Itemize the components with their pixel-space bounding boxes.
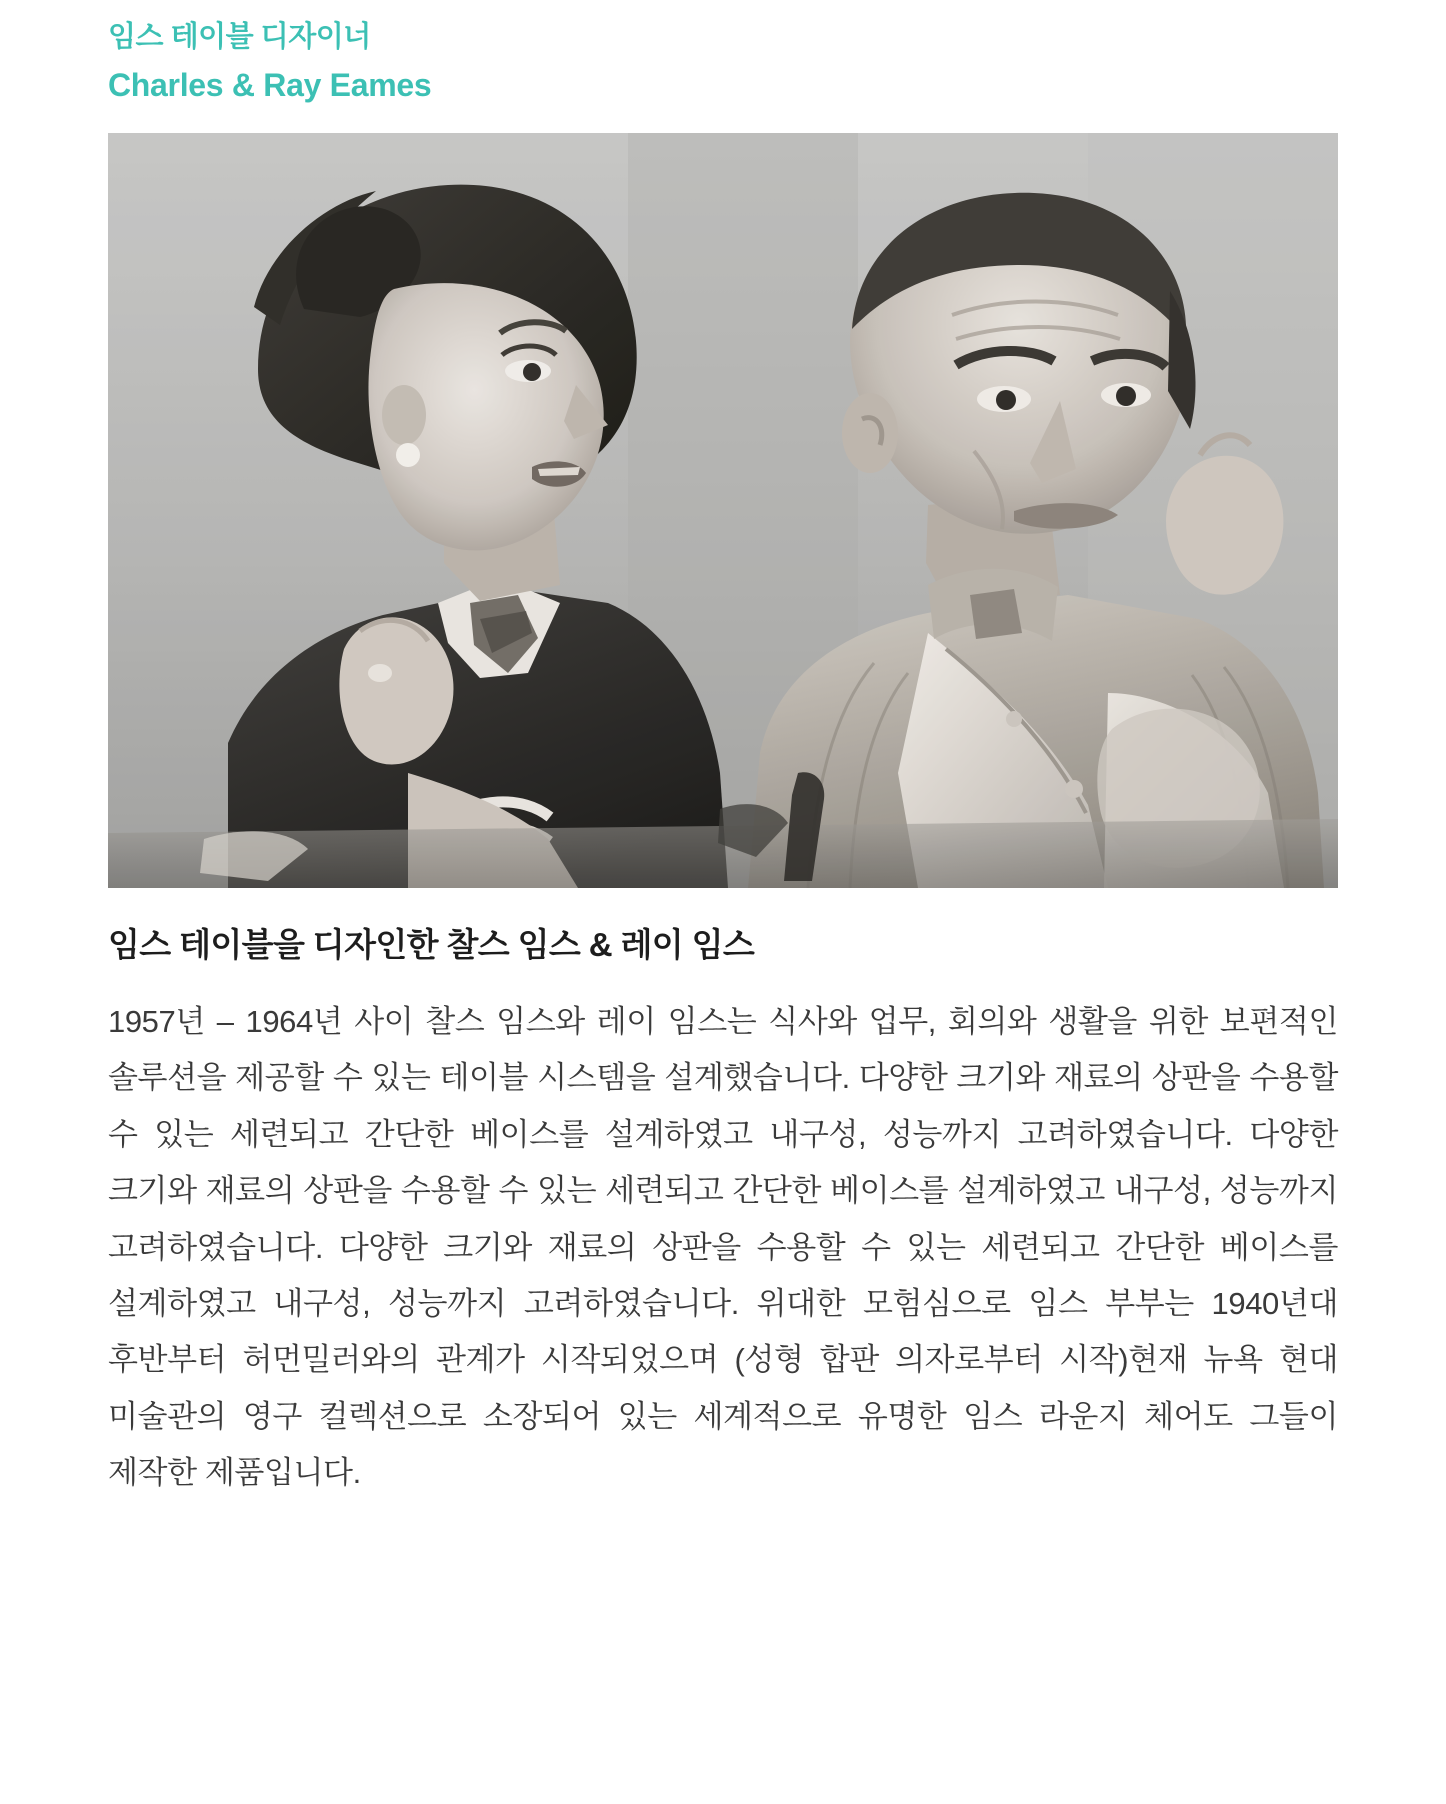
page-eyebrow: 임스 테이블 디자이너	[108, 21, 371, 53]
designer-name: Charles & Ray Eames	[108, 67, 432, 104]
article-title: 임스 테이블을 디자인한 찰스 임스 & 레이 임스	[108, 925, 755, 963]
designer-photo	[108, 133, 1338, 888]
article-body: 1957년 – 1964년 사이 찰스 임스와 레이 임스는 식사와 업무, 회의와 생활을 위한 보편적인 솔루션을 제공할 수 있는 테이블 시스템을 설계했습니다. 다양한 크기와 재료의 상판을 수용할 수 있는 세련되고 간단한 베이스를 설계하였고 내구성, 성능까지 고려하였습니다. 다양한 크기와 재료의 상판을 수용할 수 있는 세련되고 간단한 베이스를 설계하였고 내구성, 성능까지 고려하였습니다. 다양한 크기와 재료의 상판을 수용할 수 있는 세련되고 간단한 베이스를 설계하였고 내구성, 성능까지 고려하였습니다. 위대한 모험심으로 임스 부부는 1940년대 후반부터 허먼밀러와의 관계가 시작되었으며 (성형 합판 의자로부터 시작)현재 뉴욕 현대 미술관의 영구 컬렉션으로 소장되어 있는 세계적으로 유명한 임스 라운지 체어도 그들이 제작한 제품입니다.	[108, 1003, 1338, 1491]
